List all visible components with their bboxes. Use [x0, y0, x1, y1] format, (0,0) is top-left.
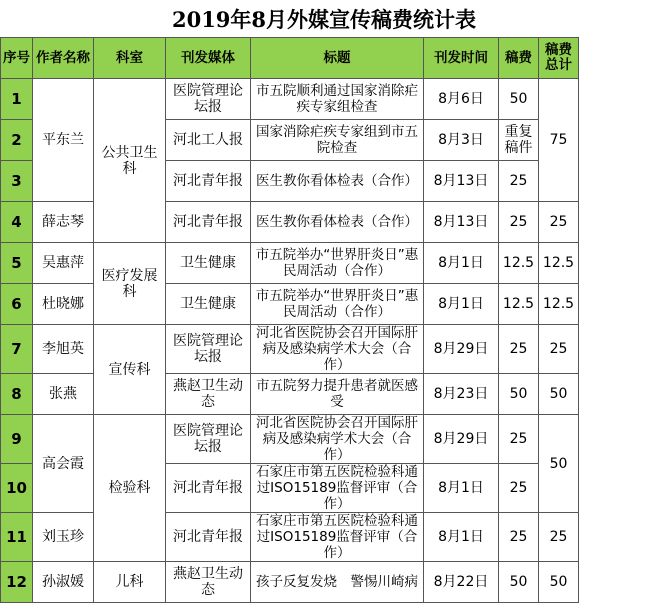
- fee-cell: 50: [499, 562, 539, 603]
- author-cell: 张燕: [33, 374, 94, 415]
- date-cell: 8月1日: [424, 243, 499, 284]
- author-cell: 杜晓娜: [33, 284, 94, 325]
- header-row: [1, 38, 579, 79]
- seq-cell: 11: [1, 513, 33, 562]
- table-row: [1, 79, 579, 120]
- media-cell: 卫生健康: [166, 284, 251, 325]
- author-cell: 孙淑媛: [33, 562, 94, 603]
- headline-cell: 河北省医院协会召开国际肝病及感染病学术大会（合作）: [251, 325, 424, 374]
- fee-cell: 重复稿件: [499, 120, 539, 161]
- date-cell: 8月13日: [424, 161, 499, 202]
- date-cell: 8月23日: [424, 374, 499, 415]
- header-dept: 科室: [94, 38, 166, 79]
- author-cell: 薛志琴: [33, 202, 94, 243]
- table-row: [1, 202, 579, 243]
- total-cell: 50: [539, 415, 579, 513]
- seq-cell: 6: [1, 284, 33, 325]
- seq-cell: 1: [1, 79, 33, 120]
- total-cell: 25: [539, 325, 579, 374]
- headline-cell: 医生教你看体检表（合作）: [251, 161, 424, 202]
- total-cell: 50: [539, 562, 579, 603]
- media-cell: 河北青年报: [166, 513, 251, 562]
- date-cell: 8月1日: [424, 284, 499, 325]
- table-row: [1, 562, 579, 603]
- fee-cell: 25: [499, 415, 539, 464]
- date-cell: 8月6日: [424, 79, 499, 120]
- fee-cell: 50: [499, 374, 539, 415]
- headline-cell: 石家庄市第五医院检验科通过ISO15189监督评审（合作）: [251, 513, 424, 562]
- header-date: 刊发时间: [424, 38, 499, 79]
- total-cell: 50: [539, 374, 579, 415]
- media-cell: 卫生健康: [166, 243, 251, 284]
- media-cell: 河北青年报: [166, 464, 251, 513]
- seq-cell: 7: [1, 325, 33, 374]
- header-media: 刊发媒体: [166, 38, 251, 79]
- date-cell: 8月29日: [424, 415, 499, 464]
- fee-cell: 50: [499, 79, 539, 120]
- media-cell: 河北工人报: [166, 120, 251, 161]
- sheet-title: 2019年8月外媒宣传稿费统计表: [171, 6, 477, 32]
- media-cell: 燕赵卫生动态: [166, 562, 251, 603]
- header-author: 作者名称: [33, 38, 94, 79]
- dept-cell: 宣传科: [94, 325, 166, 415]
- seq-cell: 9: [1, 415, 33, 464]
- table-row: [1, 325, 579, 374]
- header-seq: 序号: [1, 38, 33, 79]
- headline-cell: 市五院顺利通过国家消除疟疾专家组检查: [251, 79, 424, 120]
- total-cell: 25: [539, 202, 579, 243]
- dept-cell: 公共卫生科: [94, 79, 166, 243]
- fee-cell: 25: [499, 325, 539, 374]
- header-fee: 稿费: [499, 38, 539, 79]
- date-cell: 8月1日: [424, 464, 499, 513]
- seq-cell: 2: [1, 120, 33, 161]
- media-cell: 河北青年报: [166, 202, 251, 243]
- headline-cell: 孩子反复发烧 警惕川崎病: [251, 562, 424, 603]
- table-row: [1, 243, 579, 284]
- header-total: 稿费总计: [539, 38, 579, 79]
- dept-cell: 儿科: [94, 562, 166, 603]
- headline-cell: 国家消除疟疾专家组到市五院检查: [251, 120, 424, 161]
- headline-cell: 市五院举办“世界肝炎日”惠民周活动（合作）: [251, 284, 424, 325]
- fee-cell: 25: [499, 161, 539, 202]
- media-cell: 医院管理论坛报: [166, 415, 251, 464]
- headline-cell: 石家庄市第五医院检验科通过ISO15189监督评审（合作）: [251, 464, 424, 513]
- table-row: [1, 513, 579, 562]
- seq-cell: 10: [1, 464, 33, 513]
- table-row: [1, 415, 579, 464]
- date-cell: 8月13日: [424, 202, 499, 243]
- seq-cell: 4: [1, 202, 33, 243]
- fee-cell: 12.5: [499, 243, 539, 284]
- author-cell: 高会霞: [33, 415, 94, 513]
- header-headline: 标题: [251, 38, 424, 79]
- author-cell: 刘玉珍: [33, 513, 94, 562]
- author-cell: 平东兰: [33, 79, 94, 202]
- seq-cell: 5: [1, 243, 33, 284]
- fee-table: [0, 37, 579, 603]
- seq-cell: 8: [1, 374, 33, 415]
- total-cell: 12.5: [539, 284, 579, 325]
- headline-cell: 医生教你看体检表（合作）: [251, 202, 424, 243]
- date-cell: 8月29日: [424, 325, 499, 374]
- table-row: [1, 284, 579, 325]
- media-cell: 燕赵卫生动态: [166, 374, 251, 415]
- fee-cell: 25: [499, 513, 539, 562]
- author-cell: 吴惠萍: [33, 243, 94, 284]
- fee-cell: 25: [499, 202, 539, 243]
- seq-cell: 3: [1, 161, 33, 202]
- media-cell: 河北青年报: [166, 161, 251, 202]
- date-cell: 8月3日: [424, 120, 499, 161]
- media-cell: 医院管理论坛报: [166, 79, 251, 120]
- fee-cell: 25: [499, 464, 539, 513]
- dept-cell: 检验科: [94, 415, 166, 562]
- total-cell: 12.5: [539, 243, 579, 284]
- total-cell: 75: [539, 79, 579, 202]
- author-cell: 李旭英: [33, 325, 94, 374]
- headline-cell: 市五院努力提升患者就医感受: [251, 374, 424, 415]
- headline-cell: 河北省医院协会召开国际肝病及感染病学术大会（合作）: [251, 415, 424, 464]
- dept-cell: 医疗发展科: [94, 243, 166, 325]
- media-cell: 医院管理论坛报: [166, 325, 251, 374]
- total-cell: 25: [539, 513, 579, 562]
- fee-cell: 12.5: [499, 284, 539, 325]
- date-cell: 8月22日: [424, 562, 499, 603]
- headline-cell: 市五院举办“世界肝炎日”惠民周活动（合作）: [251, 243, 424, 284]
- date-cell: 8月1日: [424, 513, 499, 562]
- seq-cell: 12: [1, 562, 33, 603]
- table-row: [1, 374, 579, 415]
